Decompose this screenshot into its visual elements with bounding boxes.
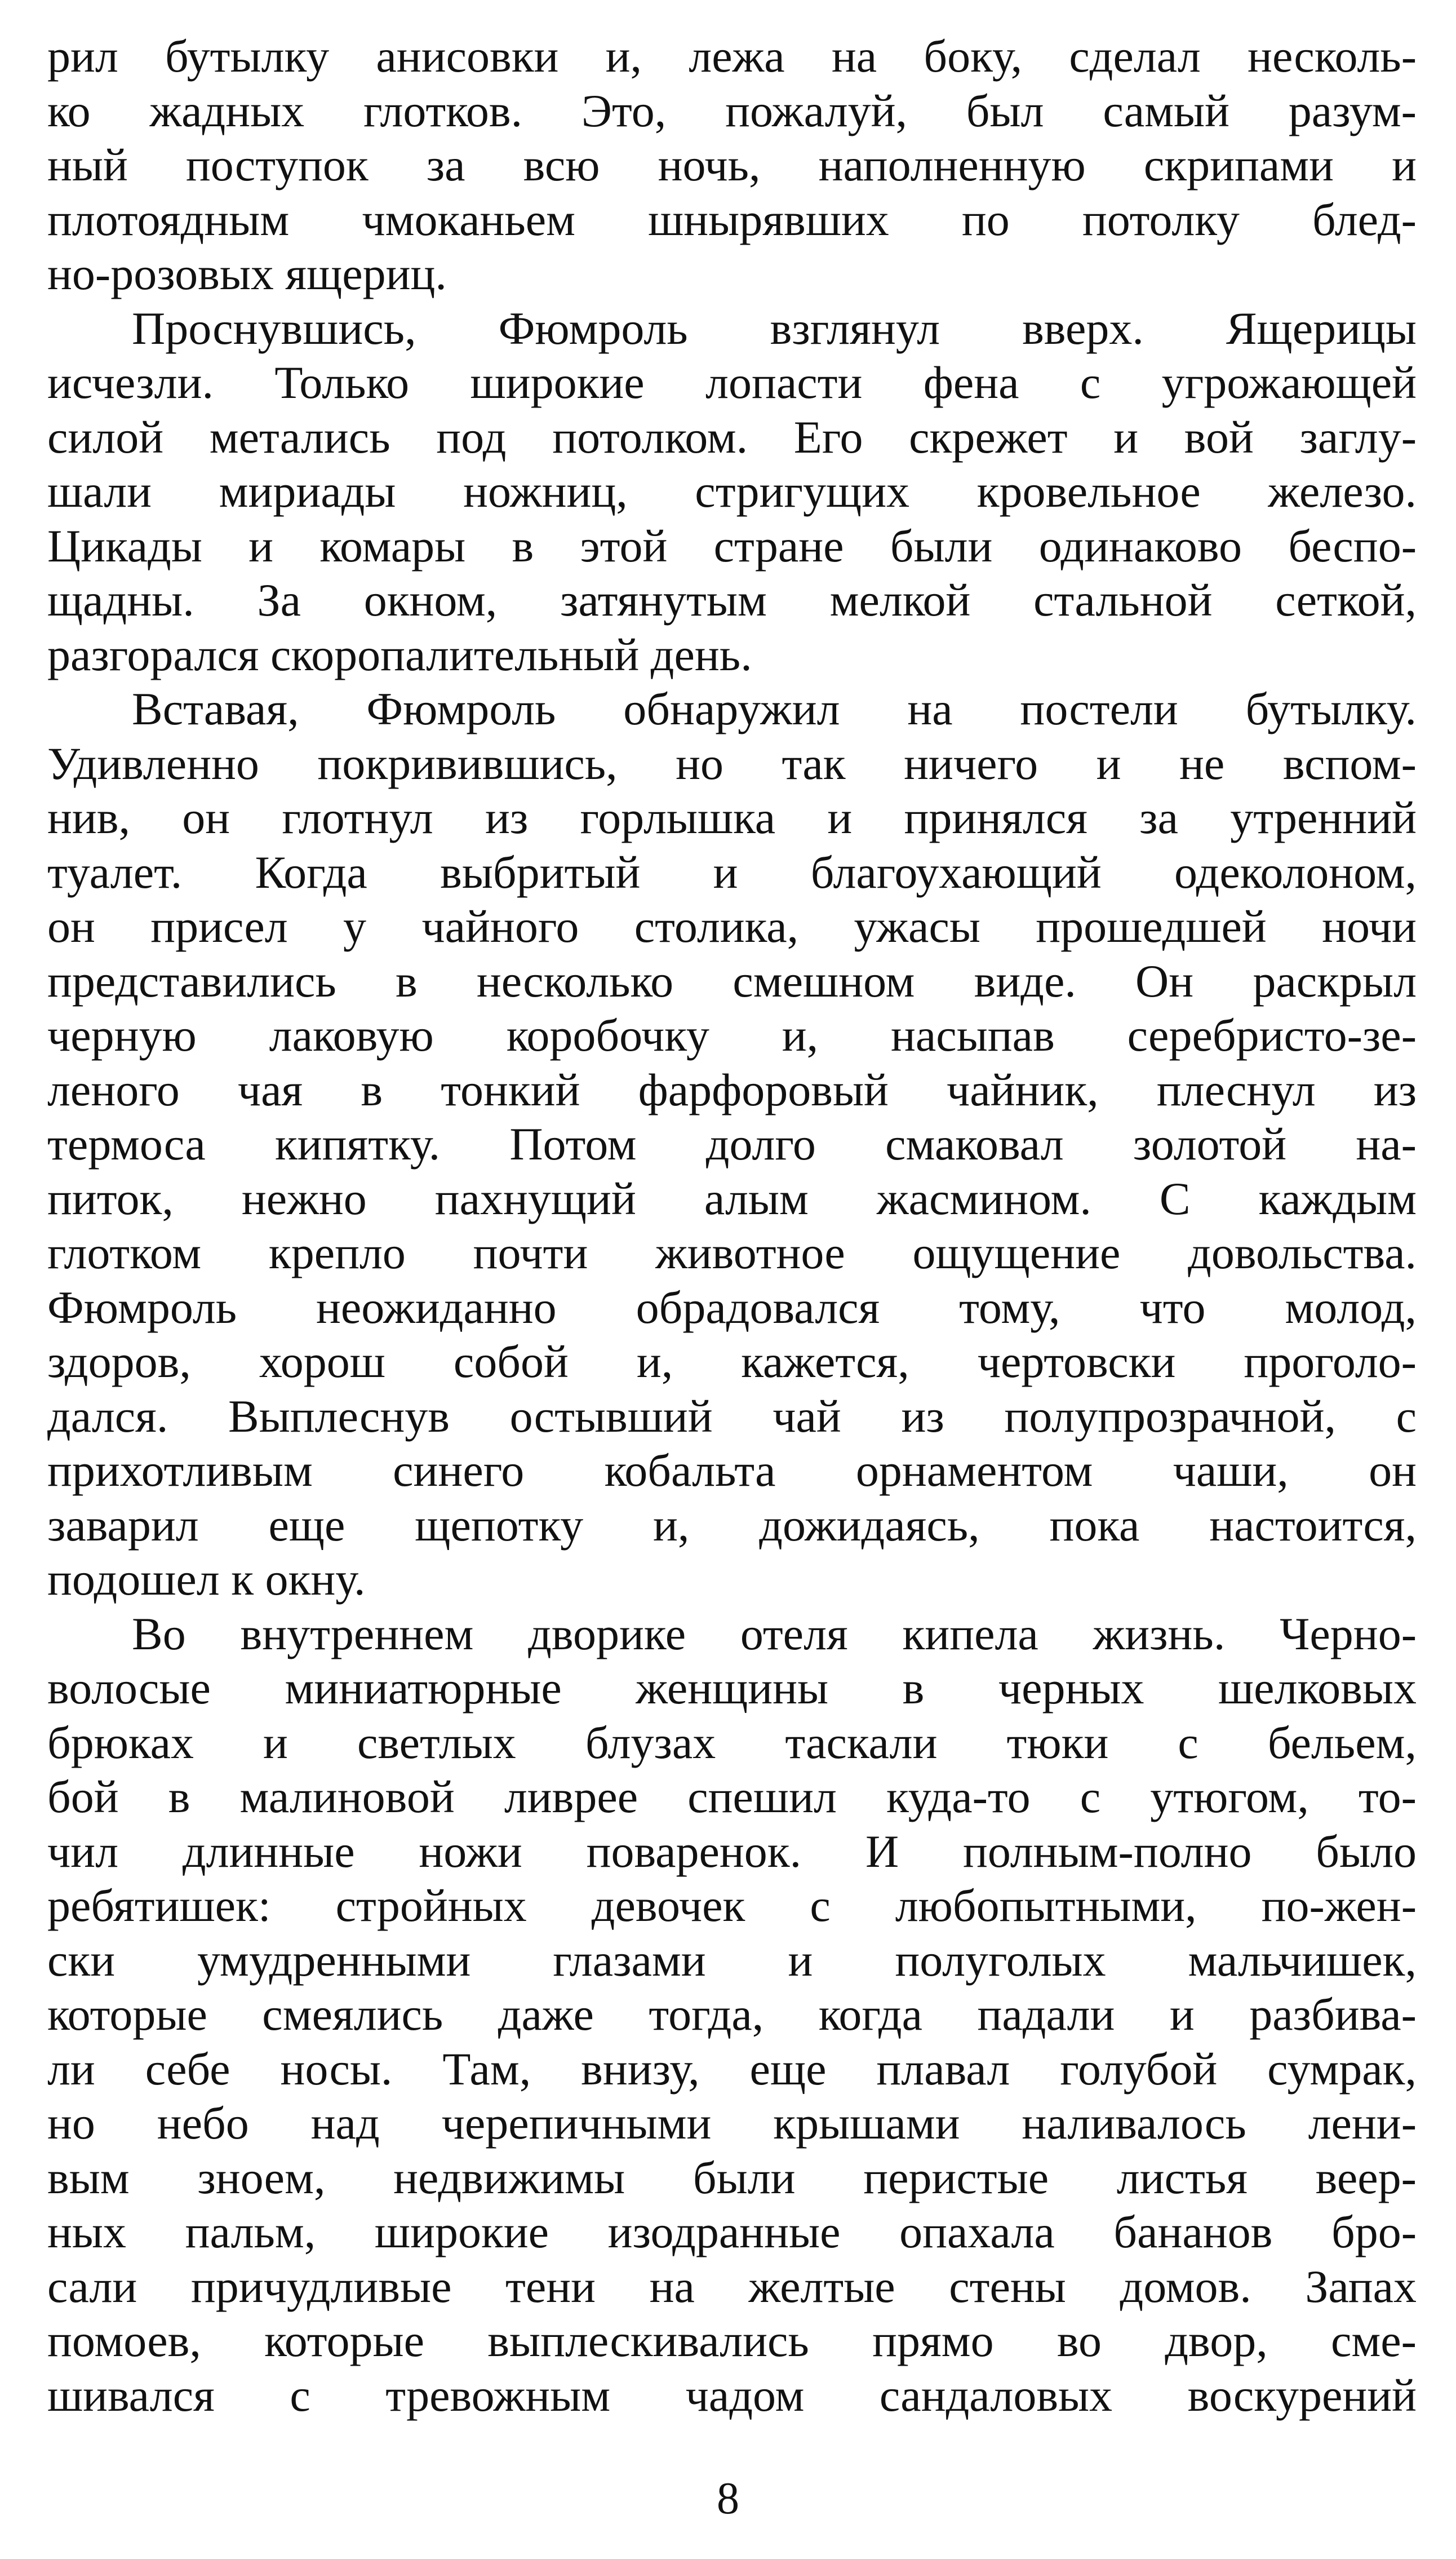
text-line: ный поступок за всю ночь, наполненную скрипами и bbox=[47, 139, 1417, 191]
text-line: Фюмроль неожиданно обрадовался тому, что молод, bbox=[47, 1281, 1417, 1333]
text-line: он присел у чайного столика, ужасы прошедшей ночи bbox=[47, 901, 1417, 952]
text-line: прихотливым синего кобальта орнаментом чаши, он bbox=[47, 1445, 1417, 1496]
text-line: волосые миниатюрные женщины в черных шелковых bbox=[47, 1662, 1417, 1714]
text-line: заварил еще щепотку и, дожидаясь, пока настоится, bbox=[47, 1499, 1417, 1551]
paragraph bbox=[47, 682, 1417, 1607]
paragraph bbox=[47, 29, 1417, 302]
text-line: глотком крепло почти животное ощущение довольства. bbox=[47, 1227, 1417, 1278]
text-line: здоров, хорош собой и, кажется, чертовски проголо- bbox=[47, 1336, 1417, 1387]
paragraph bbox=[47, 302, 1417, 683]
text-line: рил бутылку анисовки и, лежа на боку, сделал несколь- bbox=[47, 30, 1417, 82]
text-line: ли себе носы. Там, внизу, еще плавал голубой сумрак, bbox=[47, 2043, 1417, 2095]
paragraph bbox=[47, 1607, 1417, 2423]
text-line: нив, он глотнул из горлышка и принялся за утренний bbox=[47, 792, 1417, 843]
text-line: Цикады и комары в этой стране были одинаково беспо- bbox=[47, 520, 1417, 572]
page-body bbox=[47, 29, 1417, 2423]
text-line: леного чая в тонкий фарфоровый чайник, плеснул из bbox=[47, 1064, 1417, 1115]
text-line: брюках и светлых блузах таскали тюки с бельем, bbox=[47, 1716, 1417, 1768]
text-line: ных пальм, широкие изодранные опахала бананов бро- bbox=[47, 2206, 1417, 2257]
text-line: но-розовых ящериц. bbox=[47, 248, 447, 299]
text-line: термоса кипятку. Потом долго смаковал золотой на- bbox=[47, 1118, 1417, 1170]
text-line: питок, нежно пахнущий алым жасмином. С каждым bbox=[47, 1172, 1417, 1224]
text-line: бой в малиновой ливрее спешил куда-то с утюгом, то- bbox=[47, 1771, 1417, 1822]
text-line: Вставая, Фюмроль обнаружил на постели бутылку. bbox=[132, 683, 1417, 734]
text-line: Удивленно покривившись, но так ничего и не вспом- bbox=[47, 737, 1417, 789]
text-line: туалет. Когда выбритый и благоухающий одеколоном, bbox=[47, 846, 1417, 898]
text-line: сали причудливые тени на желтые стены домов. Запах bbox=[47, 2260, 1417, 2312]
text-line: плотоядным чмоканьем шнырявших по потолку блед- bbox=[47, 193, 1417, 245]
text-line: ребятишек: стройных девочек с любопытными, по-жен- bbox=[47, 1880, 1417, 1931]
text-line: Во внутреннем дворике отеля кипела жизнь. Черно- bbox=[132, 1608, 1417, 1659]
text-line: шивался с тревожным чадом сандаловых воскурений bbox=[47, 2369, 1417, 2421]
text-line: которые смеялись даже тогда, когда падали и разбива- bbox=[47, 1989, 1417, 2040]
text-line: Проснувшись, Фюмроль взглянул вверх. Ящерицы bbox=[132, 302, 1417, 354]
text-line: дался. Выплеснув остывший чай из полупрозрачной, с bbox=[47, 1390, 1417, 1442]
text-line: подошел к окну. bbox=[47, 1553, 366, 1605]
text-line: но небо над черепичными крышами наливалось лени- bbox=[47, 2097, 1417, 2149]
page-number: 8 bbox=[717, 2474, 739, 2523]
text-line: разгорался скоропалительный день. bbox=[47, 628, 752, 680]
text-line: силой метались под потолком. Его скрежет и вой заглу- bbox=[47, 411, 1417, 463]
text-line: исчезли. Только широкие лопасти фена с угрожающей bbox=[47, 357, 1417, 408]
text-line: черную лаковую коробочку и, насыпав серебристо-зе- bbox=[47, 1010, 1417, 1061]
text-line: шали мириады ножниц, стригущих кровельное железо. bbox=[47, 466, 1417, 517]
text-line: помоев, которые выплескивались прямо во двор, сме- bbox=[47, 2315, 1417, 2366]
text-line: ко жадных глотков. Это, пожалуй, был самый разум- bbox=[47, 85, 1417, 136]
text-line: вым зноем, недвижимы были перистые листья веер- bbox=[47, 2151, 1417, 2203]
text-line: ски умудренными глазами и полуголых мальчишек, bbox=[47, 1934, 1417, 1986]
text-line: щадны. За окном, затянутым мелкой стальной сеткой, bbox=[47, 574, 1417, 626]
text-line: представились в несколько смешном виде. Он раскрыл bbox=[47, 955, 1417, 1007]
text-line: чил длинные ножи поваренок. И полным-полно было bbox=[47, 1825, 1417, 1877]
